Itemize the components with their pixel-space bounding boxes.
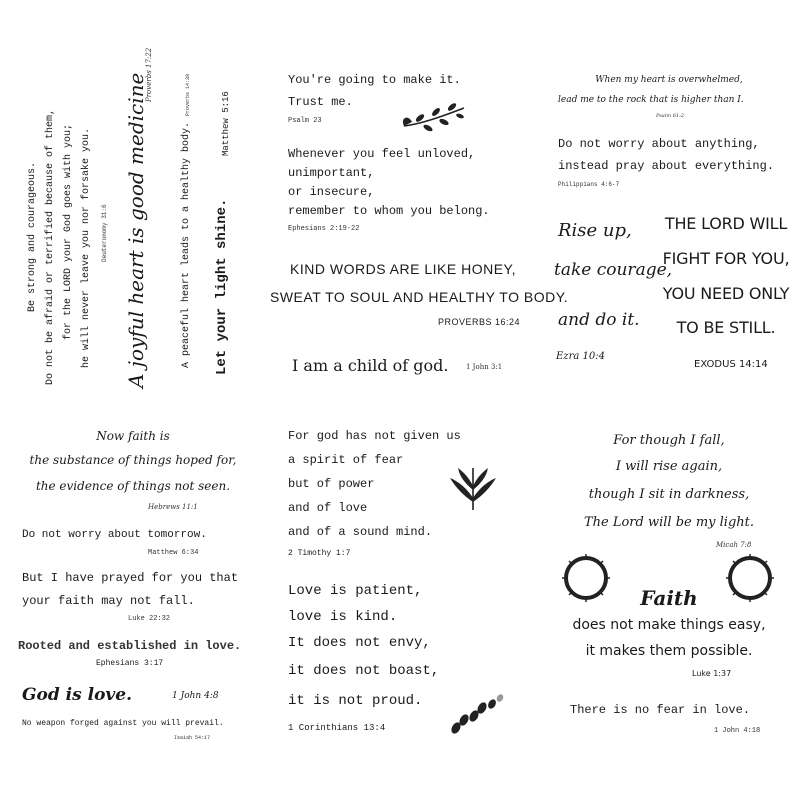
love-patient-line-4: it does not boast,	[288, 663, 440, 679]
panel-faith	[0, 404, 266, 804]
kind-words-line-2: SWEAT TO SOUL AND HEALTHY TO BODY.	[270, 289, 569, 305]
weapon-text: No weapon forged against you will prevail.	[22, 719, 224, 728]
love-patient-line-2: love is kind.	[288, 609, 398, 625]
micah-line-3: though I sit in darkness,	[588, 487, 750, 502]
deuteronomy-ref: Deuteronomy 31:6	[101, 204, 108, 262]
deuteronomy-line-3: for the LORD your God goes with you;	[63, 123, 74, 340]
panel-rise-again	[536, 404, 802, 804]
philippians-ref: Philippians 4:6-7	[558, 181, 620, 188]
leaf-branch-icon	[400, 100, 468, 134]
hebrews-ref: Hebrews 11:1	[148, 503, 198, 511]
kind-words-line-1: KIND WORDS ARE LIKE HONEY,	[290, 261, 516, 277]
prayed-line-1: But I have prayed for you that	[22, 571, 239, 585]
matthew-light-text: Let your light shine.	[214, 198, 230, 375]
micah-line-1: For though I fall,	[613, 433, 725, 448]
deuteronomy-line-4: he will never leave you nor forsake you.	[81, 127, 92, 368]
fern-leaves-icon	[446, 462, 500, 512]
belong-line-2: unimportant,	[288, 166, 375, 180]
deuteronomy-line-2: Do not be afraid or terrified because of them,	[45, 108, 56, 385]
exodus-ref: EXODUS 14:14	[694, 359, 768, 370]
rise-up-line-3: and do it.	[558, 310, 640, 330]
god-is-love-text: God is love.	[22, 685, 133, 705]
belong-line-4: remember to whom you belong.	[288, 204, 490, 218]
corinthians-ref: 1 Corinthians 13:4	[288, 723, 386, 733]
worry-anything-line-2: instead pray about everything.	[558, 159, 775, 173]
prayed-line-2: your faith may not fall.	[22, 594, 195, 608]
proverbs-peace-text: A peaceful heart leads to a healthy body.	[181, 121, 192, 368]
hebrews-line-1: Now faith is	[96, 429, 170, 443]
hebrews-line-3: the evidence of things not seen.	[35, 479, 231, 493]
deuteronomy-line-1: Be strong and courageous.	[27, 161, 38, 312]
love-patient-line-3: It does not envy,	[288, 635, 431, 651]
child-of-god-text: I am a child of god.	[292, 356, 449, 375]
rise-up-line-1: Rise up,	[558, 220, 632, 241]
ezra-ref: Ezra 10:4	[556, 351, 605, 362]
proverbs-16-ref: PROVERBS 16:24	[438, 317, 521, 327]
trust-line-1: You're going to make it.	[288, 73, 461, 87]
john-3-ref: 1 John 3:1	[466, 363, 503, 371]
footprints-icon	[448, 694, 506, 734]
ephesians-ref: Ephesians 2:19-22	[288, 225, 360, 233]
proverbs-joy-text: A joyful heart is good medicine	[124, 72, 148, 388]
belong-line-1: Whenever you feel unloved,	[288, 147, 476, 161]
timothy-line-4: and of love	[288, 501, 368, 515]
psalm-23-ref: Psalm 23	[288, 117, 322, 125]
lord-fight-line-4: TO BE STILL.	[676, 318, 776, 337]
micah-line-4: The Lord will be my light.	[583, 515, 755, 530]
love-patient-line-5: it is not proud.	[288, 693, 423, 709]
rooted-text: Rooted and established in love.	[18, 639, 242, 653]
matthew-light-ref: Matthew 5:16	[221, 91, 231, 156]
faith-easy-line-2: it makes them possible.	[585, 643, 753, 659]
proverbs-peace-ref: Proverbs 14:30	[185, 73, 191, 116]
luke-1-ref: Luke 1:37	[692, 669, 732, 678]
trust-line-2: Trust me.	[288, 95, 353, 109]
lord-fight-line-3: YOU NEED ONLY	[662, 284, 790, 303]
timothy-ref: 2 Timothy 1:7	[288, 549, 351, 558]
overwhelmed-line-2: lead me to the rock that is higher than I.	[558, 95, 744, 105]
panel-trust	[270, 0, 569, 400]
john-4-18-ref: 1 John 4:18	[714, 727, 761, 735]
panel-rock	[536, 0, 802, 400]
timothy-line-3: but of power	[288, 477, 375, 491]
lord-fight-line-1: THE LORD WILL	[664, 214, 788, 233]
ephesians-3-ref: Ephesians 3:17	[96, 659, 164, 668]
luke-22-ref: Luke 22:32	[128, 615, 171, 623]
lord-fight-line-2: FIGHT FOR YOU,	[662, 249, 790, 268]
rise-up-line-2: take courage,	[554, 260, 673, 280]
worry-anything-line-1: Do not worry about anything,	[558, 137, 760, 151]
timothy-line-5: and of a sound mind.	[288, 525, 433, 539]
matthew-6-ref: Matthew 6:34	[148, 549, 199, 557]
tomorrow-text: Do not worry about tomorrow.	[22, 529, 207, 541]
psalm-61-ref: Psalm 61:2	[656, 113, 684, 119]
panel-strength	[0, 0, 266, 400]
micah-line-2: I will rise again,	[615, 459, 723, 474]
hebrews-line-2: the substance of things hoped for,	[29, 453, 237, 467]
micah-ref: Micah 7:8	[716, 541, 752, 549]
no-fear-text: There is no fear in love.	[570, 703, 751, 717]
timothy-line-1: For god has not given us	[288, 429, 461, 443]
proverbs-joy-ref: Proverbs 17:22	[145, 47, 153, 102]
panel-sound-mind	[270, 404, 536, 804]
timothy-line-2: a spirit of fear	[288, 453, 404, 467]
isaiah-ref: Isaiah 54:17	[174, 735, 211, 741]
john-4-8-ref: 1 John 4:8	[172, 691, 219, 701]
faith-word: Faith	[640, 586, 698, 610]
love-patient-line-1: Love is patient,	[288, 583, 423, 599]
overwhelmed-line-1: When my heart is overwhelmed,	[595, 75, 743, 85]
belong-line-3: or insecure,	[288, 185, 375, 199]
faith-easy-line-1: does not make things easy,	[572, 617, 766, 633]
